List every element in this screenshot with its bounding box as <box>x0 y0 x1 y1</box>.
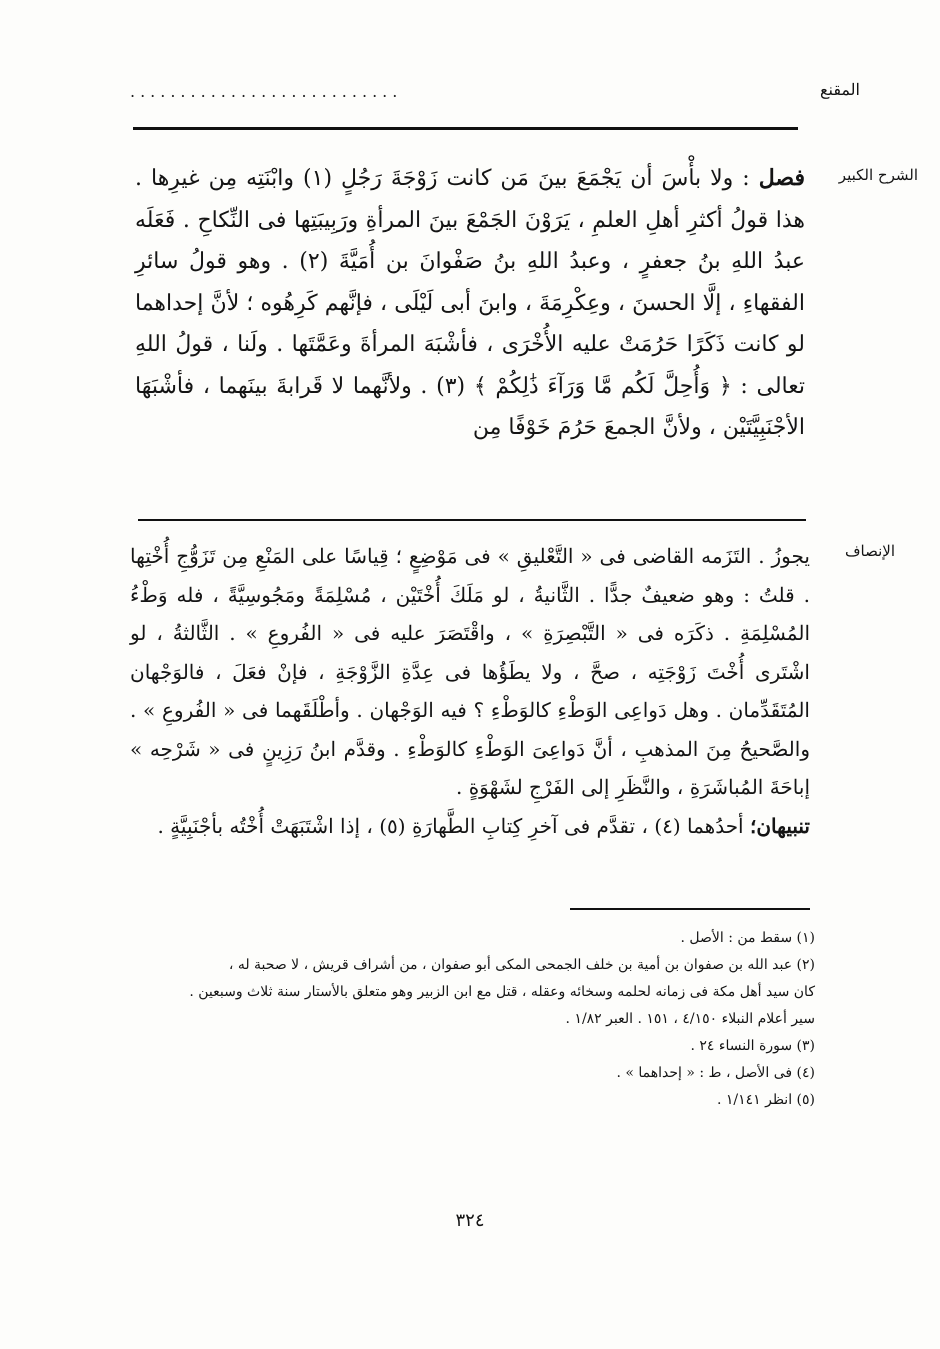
footnote-line: (٢) عبد الله بن صفوان بن أمية بن خلف الجمحى المكى أبو صفوان ، من أشراف قريش ، لا صحبة له ، <box>228 957 815 973</box>
footnote-line: سير أعلام النبلاء ٤/١٥٠ ، ١٥١ . العبر ١/٨٢ . <box>565 1011 815 1027</box>
insaf-section-label: الإنصاف <box>844 542 895 560</box>
page-number: ٣٢٤ <box>455 1210 485 1231</box>
tanbih-text: أحدُهما (٤) ، تقدَّم فى آخرِ كِتابِ الطَّهارَةِ (٥) ، إذا اشْتَبَهَتْ أُخْتُه بأجْنَبِيَّةٍ . <box>157 813 744 838</box>
footnote-line: كان سيد أهل مكة فى زمانه لحلمه وسخائه وعقله ، قتل مع ابن الزبير وهو متعلق بالأستار سنة ثلاث وسبعين . <box>189 984 815 1000</box>
sharh-section-label: الشرح الكبير <box>838 166 918 184</box>
footnote-line: (٤) فى الأصل ، ط : « إحداهما » . <box>616 1065 815 1081</box>
running-header <box>130 80 860 110</box>
footnote-line: (١) سقط من : الأصل . <box>680 930 815 946</box>
sharh-paragraph: : ولا بأْسَ أن يَجْمَعَ بينَ مَن كانت زَوْجَةَ رَجُلٍ (١) وابْنَتِه مِن غيرِها . هذا قولُ أكثرِ أهلِ العلمِ ، يَرَوْنَ الجَمْعَ بينَ المرأةِ ورَبِيبَتِها فى النِّكاحِ . فَعَلَه عبدُ اللهِ بنُ جعفرٍ ، وعبدُ اللهِ بنُ صَفْوانَ بن أُمَيَّةَ (٢) . وهو قولُ سائرِ الفقهاءِ ، إلَّا الحسنَ ، وعِكْرِمَةَ ، وابنَ أبى لَيْلَى ، فإنَّهم كَرِهُوه ؛ لأنَّ إحداهما لو كانت ذَكَرًا حَرُمَتْ عليه الأُخْرَى ، فأشْبَهَ المرأةَ وعَمَّتَها . ولَنا ، قولُ اللهِ تعالى : ﴿ وَأُحِلَّ لَكُم مَّا وَرَآءَ ذَٰلِكُمْ ﴾ (٣) . ولأنَّهما لا قَرابةَ بينَهما ، فأشْبَهَا الأجْنَبِيَّتَيْن ، ولأنَّ الجمعَ حَرُمَ خَوْفًا مِن <box>135 166 805 440</box>
section-divider <box>138 519 806 521</box>
sharh-lead-word: فصل <box>758 165 805 191</box>
header-leader-dots: ........................... <box>130 82 403 101</box>
tanbih-lead-word: تنبيهان؛ <box>749 813 810 838</box>
sharh-body <box>135 158 805 449</box>
footnotes <box>130 925 815 1114</box>
insaf-body <box>130 537 810 845</box>
footnote-line: (٥) انظر ١/١٤١ . <box>716 1092 815 1108</box>
insaf-paragraph: يجوزُ . التَزَمه القاضى فى « التَّعْليقِ » فى مَوْضِعٍ ؛ قِياسًا على المَنْعِ مِن تَزَوُّجِ أُخْتِها . قلتُ : وهو ضعيفٌ جدًّا . الثَّانيةُ ، لو مَلَكَ أُخْتَيْن ، مُسْلِمَةً ومَجُوسِيَّةً ، فله وَطْءُ المُسْلِمَةِ . ذكَرَه فى « التَّبْصِرَةِ » ، واقْتَصَرَ عليه فى « الفُروعِ » . الثَّالثةُ ، لو اشْتَرى أُخْتَ زَوْجَتِه ، صحَّ ، ولا يطَؤُها فى عِدَّةِ الزَّوْجَةِ ، فإنْ فعَلَ ، فالوَجْهان المُتَقَدِّمان . وهل دَواعِى الوَطْءِ كالوَطْءِ ؟ فيه الوَجْهان . وأطْلَقَهما فى « الفُروعِ » . والصَّحيحُ مِنَ المذهبِ ، أنَّ دَواعِىَ الوَطْءِ كالوَطْءِ . وقدَّم ابنُ رَزِينٍ فى « شَرْحِه » إباحَةَ المُباشَرَةِ ، والنَّظَرِ إلى الفَرْجِ لشَهْوَةٍ . <box>130 544 810 799</box>
header-rule <box>133 127 798 130</box>
insaf-tanbih-paragraph <box>130 807 810 846</box>
footnote-rule <box>570 908 810 910</box>
running-title: المقنع <box>819 80 860 99</box>
footnote-line: (٣) سورة النساء ٢٤ . <box>690 1038 815 1054</box>
